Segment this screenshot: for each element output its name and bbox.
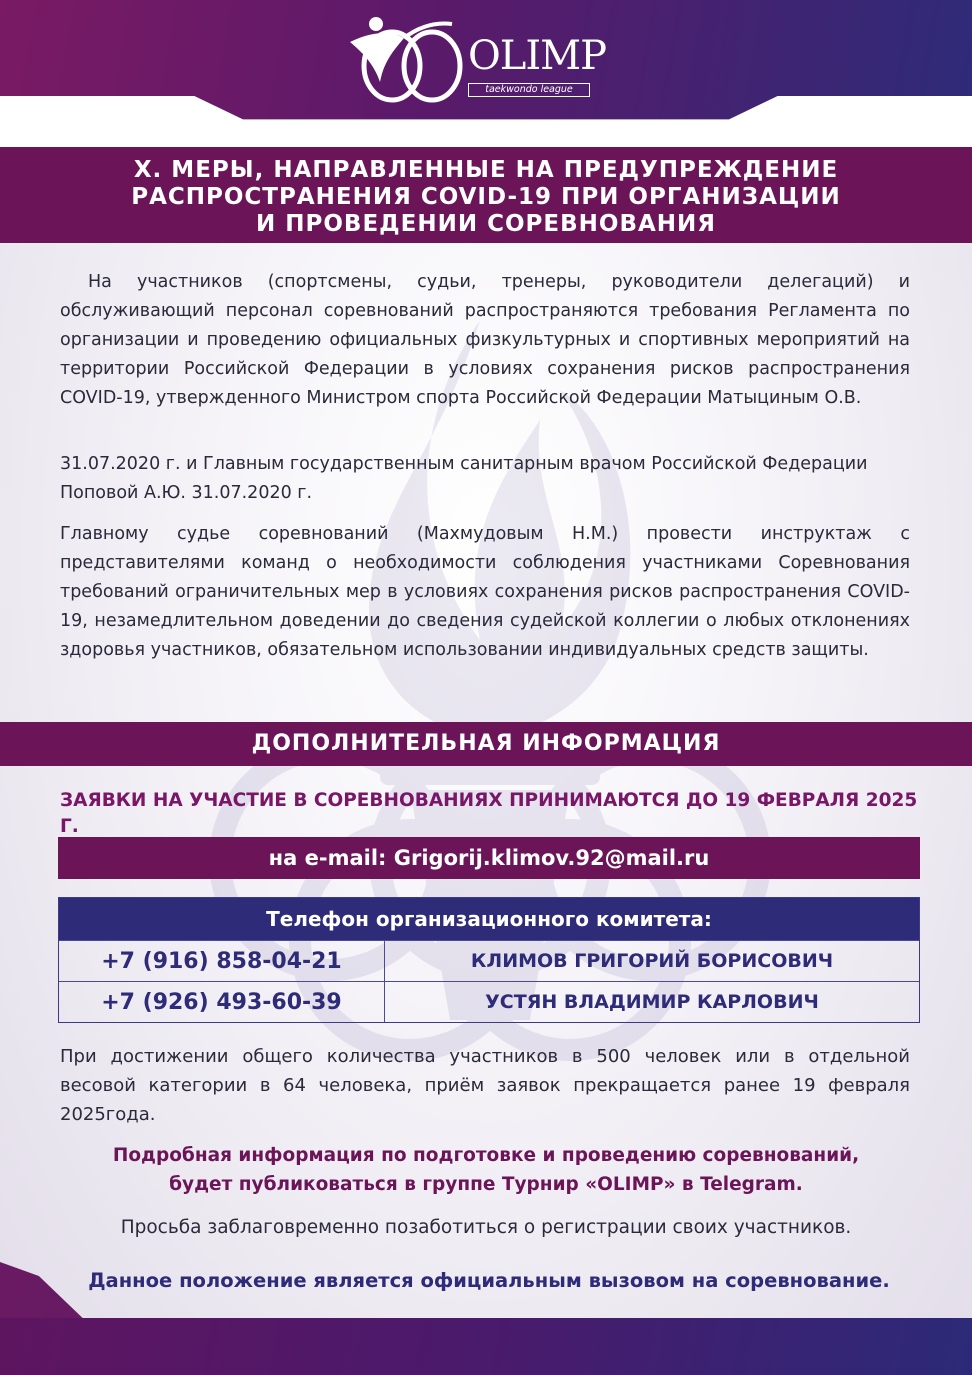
footer-band [0,1318,972,1375]
contact-phone: +7 (916) 858-04-21 [59,941,385,981]
chief-judge-instruction-paragraph: Главному судье соревнований (Махмудовым Н.М.) провести инструктаж с представителями команд о необходимости соблюдения участниками Соревнования требований ограничительных мер в условиях сохранения рисков распространения COVID-19, незамедлительном доведении до сведения судейской коллегии о любых отклонениях здоровья участников, обязательном использовании индивидуальных средств защиты. [60,524,910,660]
section-x-title-line-3: И ПРОВЕДЕНИИ СОРЕВНОВАНИЯ [256,211,716,237]
registration-note: Просьба заблаговременно позаботиться о регистрации своих участников. [120,1217,852,1238]
logo-brand-text: OLIMP [468,33,607,79]
logo-subtitle: taekwondo league [468,83,590,97]
telegram-info [60,1141,912,1199]
contact-phone-table [58,897,920,1023]
contact-phone: +7 (926) 493-60-39 [59,982,385,1022]
taekwondo-athlete-icon [340,12,470,104]
contact-row [59,940,919,981]
contact-row [59,981,919,1022]
participant-limit-note: При достижении общего количества участников в 500 человек или в отдельной весовой категории в 64 человека, приём заявок прекращается ранее 19 февраля 2025года. [60,1046,910,1125]
additional-info-title: ДОПОЛНИТЕЛЬНАЯ ИНФОРМАЦИЯ [0,722,972,766]
contact-name: КЛИМОВ ГРИГОРИЙ БОРИСОВИЧ [470,950,834,972]
telegram-info-line-2: будет публиковаться в группе Турнир «OLIMP» в Telegram. [169,1174,803,1195]
section-x-title-line-2: РАСПРОСТРАНЕНИЯ COVID-19 ПРИ ОРГАНИЗАЦИИ [131,184,841,210]
official-call-statement: Данное положение является официальным вызовом на соревнование. [88,1269,890,1292]
phone-table-header: Телефон организационного комитета: [59,898,919,940]
covid-approval-paragraph: 31.07.2020 г. и Главным государственным санитарным врачом Российской Федерации Поповой А.Ю. 31.07.2020 г. [60,454,868,503]
covid-regulation-paragraph: На участников (спортсмены, судьи, тренеры, руководители делегаций) и обслуживающий персонал соревнований распространяются требования Регламента по организации и проведению официальных физкультурных и спортивных мероприятий на территории Российской Федерации в условиях сохранения рисков распространения COVID-19, утвержденного Министром спорта Российской Федерации Матыциным О.В. [60,272,910,408]
olimp-logo [340,12,607,104]
telegram-info-line-1: Подробная информация по подготовке и проведению соревнований, [112,1145,860,1166]
email-bar: на e-mail: Grigorij.klimov.92@mail.ru [58,837,920,879]
application-deadline: ЗАЯВКИ НА УЧАСТИЕ В СОРЕВНОВАНИЯХ ПРИНИМАЮТСЯ ДО 19 ФЕВРАЛЯ 2025 Г. [60,790,918,837]
section-x-title [0,147,972,243]
contact-name: УСТЯН ВЛАДИМИР КАРЛОВИЧ [485,991,819,1013]
section-x-title-line-1: X. МЕРЫ, НАПРАВЛЕННЫЕ НА ПРЕДУПРЕЖДЕНИЕ [133,157,839,183]
